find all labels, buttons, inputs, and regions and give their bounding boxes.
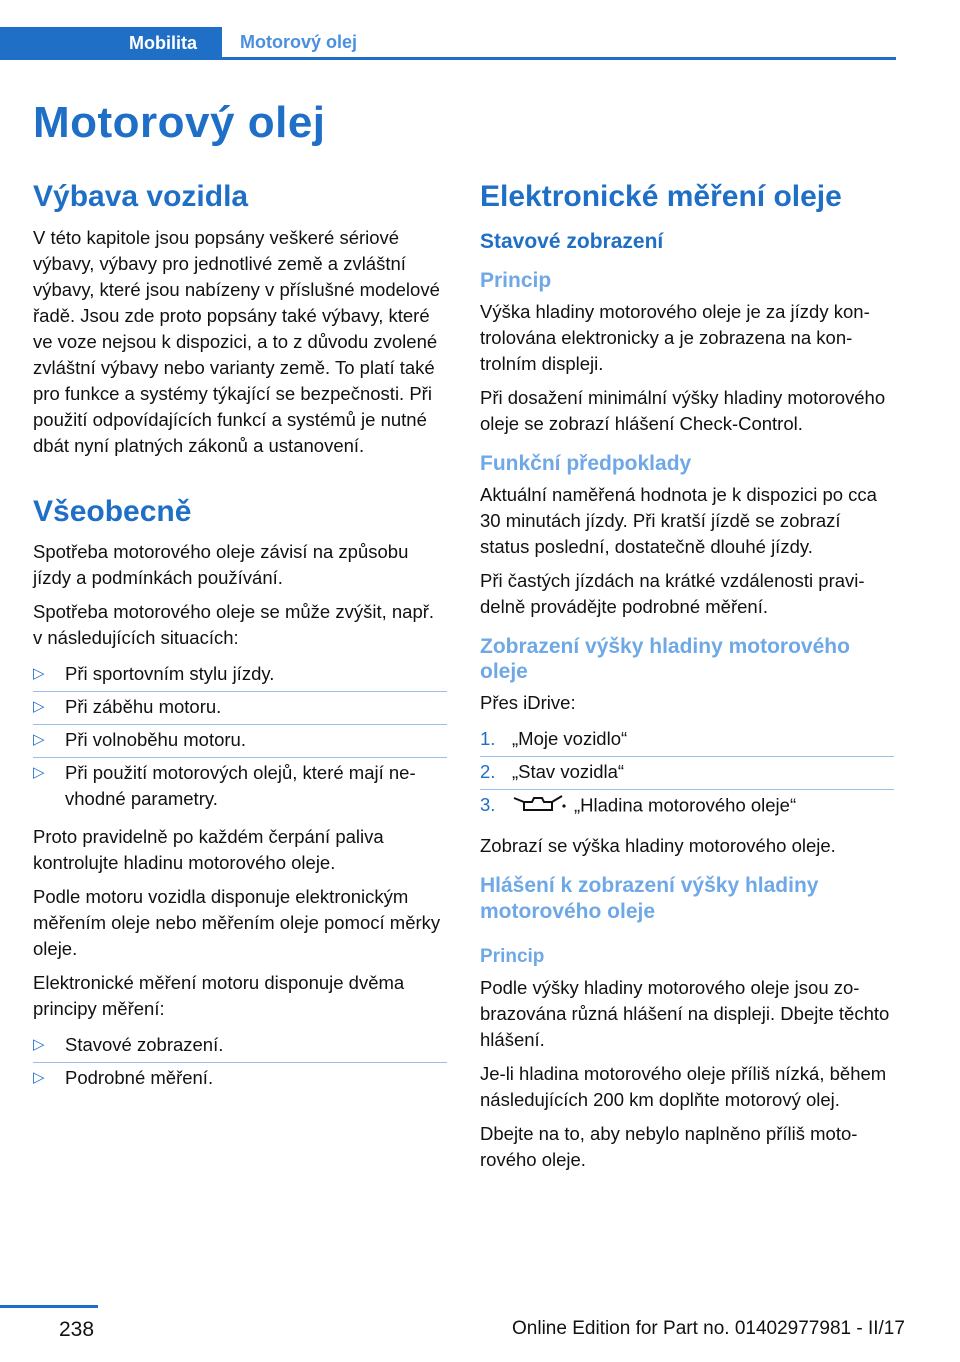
triangle-bullet-icon: ▷ (33, 764, 45, 781)
list-item: 3. „Hladina motorového oleje“ (480, 790, 894, 825)
general-p1: Spotřeba motorového oleje závisí na způsobu jízdy a podmínkách používání. (33, 541, 409, 588)
requirements-p1: Aktuální naměřená hodnota je k dispozici po cca 30 minutách jízdy. Při kratší jízdě se zobrazí status poslední, dostatečně dlouhé jízdy. (480, 484, 877, 558)
messages-p2: Je-li hladina motorového oleje příliš nízká, během následujících 200 km doplňte motorový olej. (480, 1062, 887, 1110)
messages-p1: Podle výšky hladiny motorového oleje jsou zobrazována různá hlášení na displeji. Dbejte těchto hlášení. (480, 976, 890, 1050)
heading-general: Všeobecně (33, 494, 192, 528)
list-item: ▷ Při volnoběhu motoru. (33, 725, 447, 758)
oil-can-icon (512, 792, 566, 821)
principle-p2: Při dosažení minimální výšky hladiny motorového oleje se zobrazí hlášení Check-Control. (480, 386, 886, 434)
heading-messages-principle: Princip (480, 945, 545, 967)
principles-list (33, 1030, 447, 1095)
heading-requirements: Funkční předpoklady (480, 451, 692, 475)
triangle-bullet-icon: ▷ (33, 1036, 45, 1053)
equipment-text: V této kapitole jsou popsány veškeré sériové výbavy, výbavy pro jednotlivé země a zvláštní výbavy, které jsou nabízeny v příslušné modelové řadě. Jsou zde proto popsány také výbavy, které ve voze nejsou k dispozici, a to z důvodu zvolené zvláštní výbavy nebo varianty země. To platí také pro funkce a systémy týkající se bezpečnosti. Při použití odpovídajících funkcí a systémů je nutné dbát nyní platných zákonů a ustanovení. (33, 226, 440, 456)
right-column (480, 180, 894, 1181)
header-topic: Motorový olej (222, 27, 896, 60)
display-outro: Zobrazí se výška hladiny motorového oleje. (480, 835, 836, 857)
header-section-tab[interactable]: Mobilita (0, 27, 222, 60)
heading-messages: Hlášení k zobrazení výšky hladiny motorového oleje (480, 874, 819, 923)
list-item: 1. „Moje vozidlo“ (480, 724, 894, 757)
subheading-status-display: Stavové zobrazení (480, 229, 664, 253)
idrive-steps (480, 724, 894, 825)
principle-p1: Výška hladiny motorového oleje je za jízdy kontrolována elektronicky a je zobrazena na kontrolním displeji. (480, 300, 870, 374)
triangle-bullet-icon: ▷ (33, 731, 45, 748)
list-item: 2. „Stav vozidla“ (480, 757, 894, 790)
page-number: 238 (59, 1318, 95, 1341)
list-item: ▷ Stavové zobrazení. (33, 1030, 447, 1063)
triangle-bullet-icon: ▷ (33, 698, 45, 715)
heading-oil-level-display: Zobrazení výšky hladiny motorového oleje (480, 635, 850, 684)
page-title: Motorový olej (33, 98, 326, 147)
requirements-p2: Při častých jízdách na krátké vzdálenosti pravidelně provádějte podrobné měření. (480, 570, 865, 618)
general-p2: Spotřeba motorového oleje se může zvýšit, např. v následujících situacích: (33, 601, 435, 648)
list-item: ▷ Při záběhu motoru. (33, 692, 447, 725)
list-item: ▷ Podrobné měření. (33, 1063, 447, 1095)
list-item: ▷ Při sportovním stylu jízdy. (33, 659, 447, 692)
footer-rule (0, 1305, 98, 1308)
triangle-bullet-icon: ▷ (33, 665, 45, 682)
left-column (33, 180, 447, 1103)
triangle-bullet-icon: ▷ (33, 1069, 45, 1086)
general-p3: Proto pravidelně po každém čerpání paliva kontrolujte hladinu motorového oleje. (33, 826, 384, 873)
general-p5: Elektronické měření motoru disponuje dvěma principy měření: (33, 972, 405, 1019)
page-header (0, 27, 896, 60)
list-item: ▷ Při použití motorových olejů, které mají nevhodné parametry. (33, 762, 416, 809)
messages-p3: Dbejte na to, aby nebylo naplněno příliš motorového oleje. (480, 1122, 858, 1170)
heading-electronic-measurement: Elektronické měření oleje (480, 180, 842, 213)
general-p4: Podle motoru vozidla disponuje elektronickým měřením oleje nebo měřením oleje pomocí měrky oleje. (33, 886, 441, 959)
heading-principle: Princip (480, 268, 552, 292)
display-intro: Přes iDrive: (480, 692, 576, 714)
situations-list (33, 659, 447, 816)
heading-equipment: Výbava vozidla (33, 180, 249, 213)
edition-note: Online Edition for Part no. 01402977981 - II/17 (512, 1318, 905, 1339)
